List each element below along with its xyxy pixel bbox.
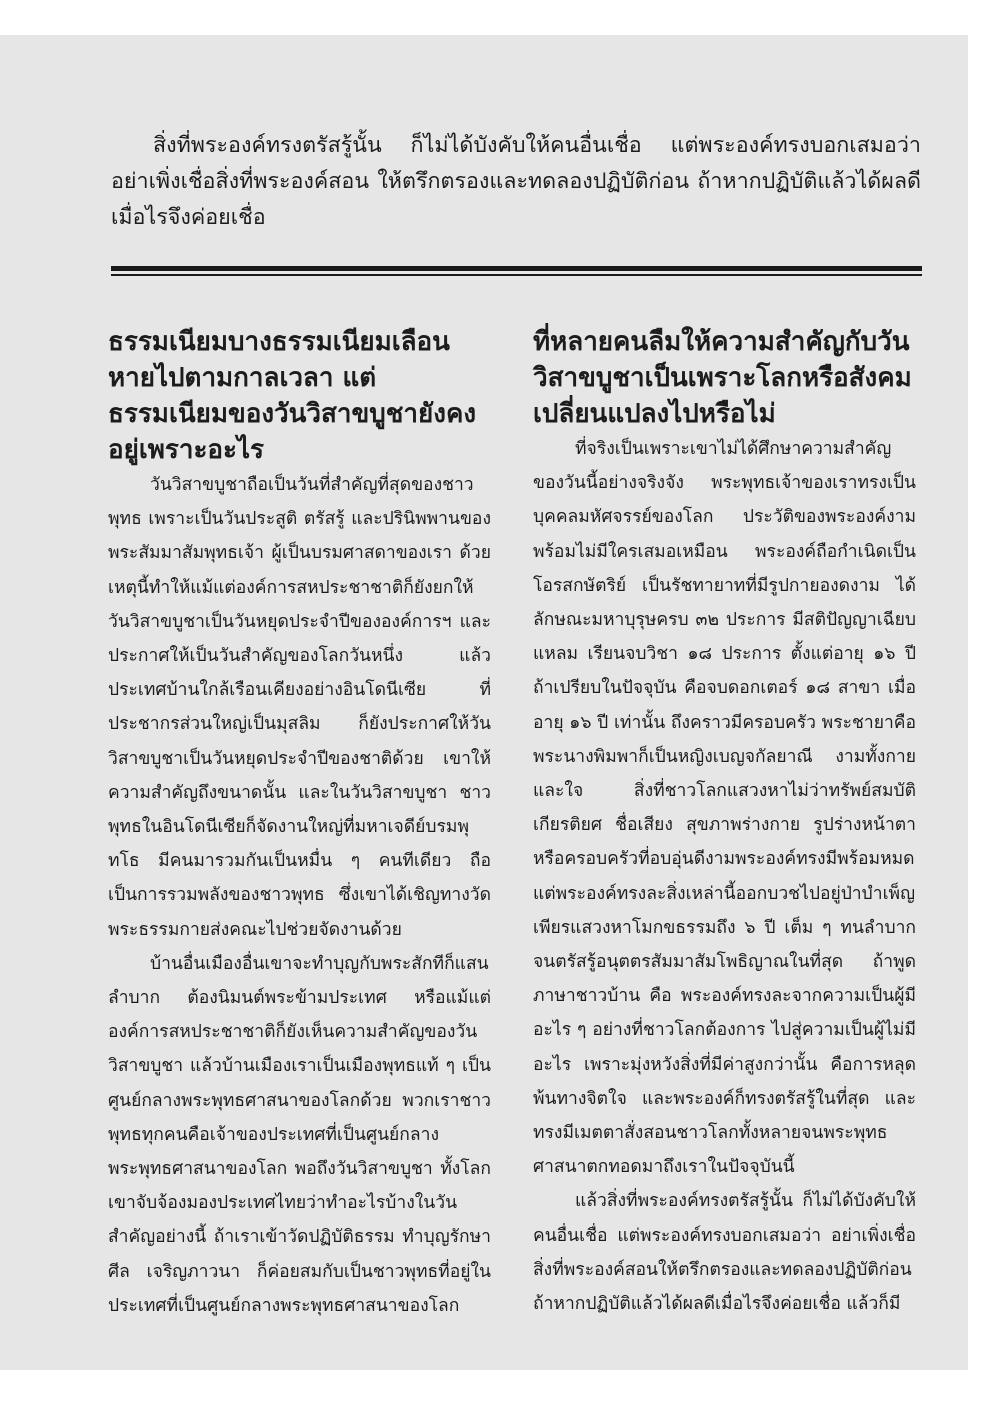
- right-paragraph-1: ที่จริงเป็นเพราะเขาไม่ได้ศึกษาความสำคัญของวันนี้อย่างจริงจัง พระพุทธเจ้าของเราทรงเป็นบุคคลมหัศจรรย์ของโลก ประวัติของพระองค์งามพร้อมไม่มีใครเสมอเหมือน พระองค์ถือกำเนิดเป็นโอรสกษัตริย์ เป็นรัชทายาทที่มีรูปกายองดงาม ได้ลักษณะมหาบุรุษครบ ๓๒ ประการ มีสติปัญญาเฉียบแหลม เรียนจบวิชา ๑๘ ประการ ตั้งแต่อายุ ๑๖ ปี ถ้าเปรียบในปัจจุบัน คือจบดอกเตอร์ ๑๘ สาขา เมื่ออายุ ๑๖ ปี เท่านั้น ถึงคราวมีครอบครัว พระชายาคือพระนางพิมพาก็เป็นหญิงเบญจกัลยาณี งามทั้งกายและใจ สิ่งที่ชาวโลกแสวงหาไม่ว่าทรัพย์สมบัติ เกียรติยศ ชื่อเสียง สุขภาพร่างกาย รูปร่างหน้าตา หรือครอบครัวที่อบอุ่นดีงามพระองค์ทรงมีพร้อมหมด แต่พระองค์ทรงละสิ่งเหล่านี้ออกบวชไปอยู่ป่าบำเพ็ญเพียรแสวงหาโมกขธรรมถึง ๖ ปี เต็ม ๆ ทนลำบาก จนตรัสรู้อนุตตรสัมมาสัมโพธิญาณในที่สุด ถ้าพูดภาษาชาวบ้าน คือ พระองค์ทรงละจากความเป็นผู้มีอะไร ๆ อย่างที่ชาวโลกต้องการ ไปสู่ความเป็นผู้ไม่มีอะไร เพราะมุ่งหวังสิ่งที่มีค่าสูงกว่านั้น คือการหลุดพ้นทางจิตใจ และพระองค์ก็ทรงตรัสรู้ในที่สุด และทรงมีเมตตาสั่งสอนชาวโลกทั้งหลายจนพระพุทธศาสนาตกทอดมาถึงเราในปัจจุบันนี้: [533, 439, 916, 1178]
- left-paragraph-1: วันวิสาขบูชาถือเป็นวันที่สำคัญที่สุดของชาวพุทธ เพราะเป็นวันประสูติ ตรัสรู้ และปรินิพพานของพระสัมมาสัมพุทธเจ้า ผู้เป็นบรมศาสดาของเรา ด้วยเหตุนี้ทำให้แม้แต่องค์การสหประชาชาติก็ยังยกให้วันวิสาขบูชาเป็นวันหยุดประจำปีขององค์การฯ และประกาศให้เป็นวันสำคัญของโลกวันหนึ่ง แล้วประเทศบ้านใกล้เรือนเคียงอย่างอินโดนีเซีย ที่ประชากรส่วนใหญ่เป็นมุสลิม ก็ยังประกาศให้วันวิสาขบูชาเป็นวันหยุดประจำปีของชาติด้วย เขาให้ความสำคัญถึงขนาดนั้น และในวันวิสาขบูชา ชาวพุทธในอินโดนีเซียก็จัดงานใหญ่ที่มหาเจดีย์บรมพุทโธ มีคนมารวมกันเป็นหมื่น ๆ คนทีเดียว ถือเป็นการรวมพลังของชาวพุทธ ซึ่งเขาได้เชิญทางวัดพระธรรมกายส่งคณะไปช่วยจัดงานด้วย: [108, 475, 491, 940]
- divider-thin: [111, 274, 922, 276]
- intro-quote: สิ่งที่พระองค์ทรงตรัสรู้นั้น ก็ไม่ได้บังคับให้คนอื่นเชื่อ แต่พระองค์ทรงบอกเสมอว่า อย่าเพิ่งเชื่อสิ่งที่พระองค์สอน ให้ตรึกตรองและทดลองปฏิบัติก่อน ถ้าหากปฏิบัติแล้วได้ผลดีเมื่อไรจึงค่อยเชื่อ: [111, 133, 921, 230]
- right-column: [533, 324, 916, 1321]
- left-paragraph-2: บ้านอื่นเมืองอื่นเขาจะทำบุญกับพระสักทีก็แสนลำบาก ต้องนิมนต์พระข้ามประเทศ หรือแม้แต่องค์การสหประชาชาติก็ยังเห็นความสำคัญของวันวิสาขบูชา แล้วบ้านเมืองเราเป็นเมืองพุทธแท้ ๆ เป็นศูนย์กลางพระพุทธศาสนาของโลกด้วย พวกเราชาวพุทธทุกคนคือเจ้าของประเทศที่เป็นศูนย์กลางพระพุทธศาสนาของโลก พอถึงวันวิสาขบูชา ทั้งโลกเขาจับจ้องมองประเทศไทยว่าทำอะไรบ้างในวันสำคัญอย่างนี้ ถ้าเราเข้าวัดปฏิบัติธรรม ทำบุญรักษาศีล เจริญภาวนา ก็ค่อยสมกับเป็นชาวพุทธที่อยู่ในประเทศที่เป็นศูนย์กลางพระพุทธศาสนาของโลก: [108, 953, 491, 1316]
- left-column-heading: ธรรมเนียมบางธรรมเนียมเลือนหายไปตามกาลเวลา แต่ธรรมเนียมของวันวิสาขบูชายังคงอยู่เพราะอะไร: [108, 327, 477, 465]
- divider-thick: [111, 266, 922, 271]
- right-paragraph-2: แล้วสิ่งที่พระองค์ทรงตรัสรู้นั้น ก็ไม่ได้บังคับให้คนอื่นเชื่อ แต่พระองค์ทรงบอกเสมอว่า อย่าเพิ่งเชื่อสิ่งที่พระองค์สอนให้ตรึกตรองและทดลองปฏิบัติก่อน ถ้าหากปฏิบัติแล้วได้ผลดีเมื่อไรจึงค่อยเชื่อ แล้วก็มี: [533, 1191, 916, 1315]
- right-column-heading: ที่หลายคนลืมให้ความสำคัญกับวันวิสาขบูชาเป็นเพราะโลกหรือสังคมเปลี่ยนแปลงไปหรือไม่: [533, 327, 912, 429]
- left-column: [108, 324, 491, 1323]
